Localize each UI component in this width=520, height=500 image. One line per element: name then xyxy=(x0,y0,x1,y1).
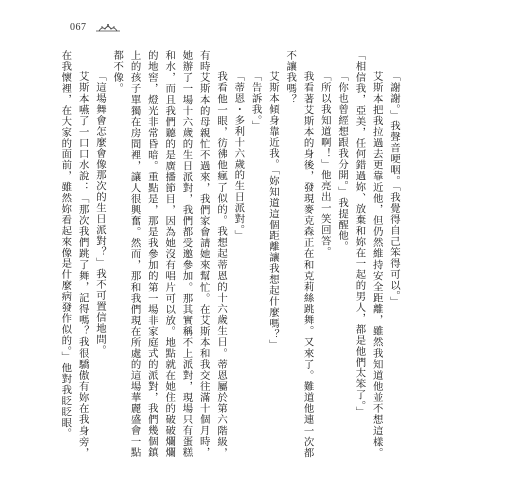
paragraph: 「所以我知道啊！」他亮出一笑回答。 xyxy=(318,70,331,257)
paragraph: 艾斯本嚥了一口口水說：「那次我們跳了舞，記得嗎？我很驕傲有妳在我身旁，在我懷裡，在大家的面前，雖然妳看起來像是什麼病發作似的。」他對我眨眨眼。 xyxy=(59,50,89,458)
vertical-text-body xyxy=(56,50,402,458)
paragraph: 艾斯本把我拉過去更靠近他，但仍然維持安全距離，雖然我知道他並不想這樣。「相信我，亞美，任何錯過妳、放棄和妳在一起的男人，都是他們太笨了。」 xyxy=(353,50,383,458)
paragraph: 「你也曾經想跟我分開。」我提醒他。 xyxy=(336,70,349,252)
paragraph: 「謝謝。」我聲音哽咽。「我覺得自己笨得可以。」 xyxy=(388,70,400,308)
page-header xyxy=(70,22,121,33)
paragraph: 「蒂恩・多利十六歲的生日派對。」 xyxy=(232,70,245,241)
paragraph: 艾斯本傾身靠近我。「妳知道這個距離讓我想起什麼嗎？」 xyxy=(266,70,279,351)
paragraph: 「這場舞會怎麼會像那次的生日派對？」我不可置信地問。 xyxy=(93,70,106,356)
paragraph: 「告訴我。」 xyxy=(249,70,262,132)
page-number: 067 xyxy=(70,22,87,33)
crown-ornament-icon xyxy=(95,23,121,33)
paragraph: 我看著艾斯本的身後，發現麥克森正在和克莉絲跳舞。又來了。難道他連一次都不讓我嗎？ xyxy=(284,50,314,458)
paragraph: 我看他一眼，彷彿他瘋了似的。我想起蒂恩的十六歲生日。蒂恩屬於第六階級，有時艾斯本的母親忙不過來，我們家會請她來幫忙。在艾斯本和我交往滿十個月時，她辦了一場十六歲的生日派對，我們都受邀參加。那其實稱不上派對，現場只有蛋糕和水，而且我們聽的是廣播節目，因為她沒有唱片可以放。地點就在她住的破破爛爛的地窖，燈光非常昏暗。重點是，那是我參加的第一場非家庭式的派對，我們幾個鎮上的孩子單獨在房間裡，讓人很興奮。然而，那和我們現在所處的這場華麗盛會一點都不像。 xyxy=(111,50,228,458)
